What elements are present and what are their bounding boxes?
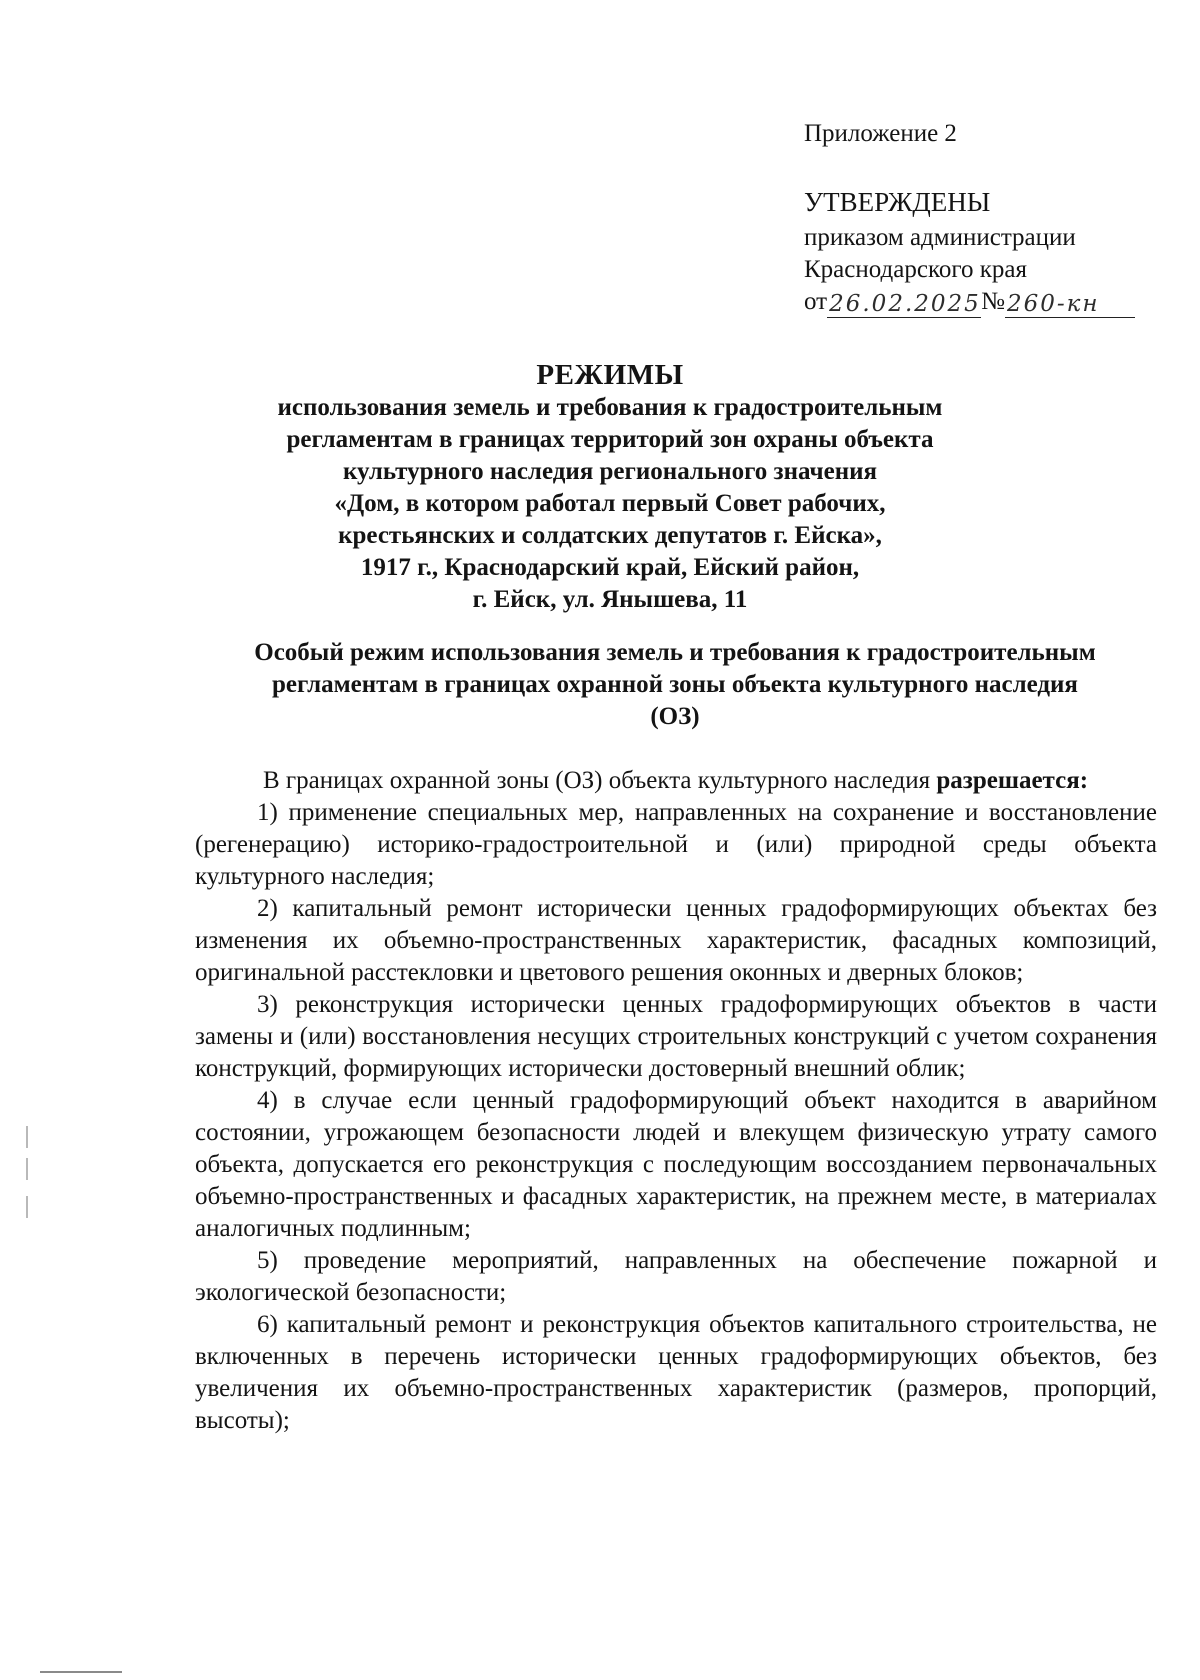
title-line-6: 1917 г., Краснодарский край, Ейский район, <box>360 554 860 581</box>
handwritten-order-number: 260-кн <box>1005 291 1135 318</box>
title-line-3: культурного наследия регионального значения <box>342 458 878 485</box>
scan-margin-mark-1 <box>26 1126 28 1148</box>
title-line-1: использования земель и требования к градостроительным <box>277 394 943 421</box>
list-item-1: 1) применение специальных мер, направленных на сохранение и восстановление (регенерацию) историко-градостроительной и (или) природной среды объекта культурного наследия; <box>195 799 1157 890</box>
title-line-4: «Дом, в котором работал первый Совет рабочих, <box>334 490 886 517</box>
list-item-6: 6) капитальный ремонт и реконструкция объектов капитального строительства, не включенных в перечень исторически ценных градоформирующих объектов, без увеличения их объемно-пространственных характеристик (размеров, пропорций, высоты); <box>195 1311 1157 1434</box>
handwritten-order-date: 26.02.2025 <box>829 291 981 317</box>
document-body <box>195 765 1157 1437</box>
approval-line-1: приказом администрации <box>804 224 1076 251</box>
intro-text: В границах охранной зоны (ОЗ) объекта культурного наследия <box>263 767 931 794</box>
approval-heading: УТВЕРЖДЕНЫ <box>804 187 991 217</box>
title-line-7: г. Ейск, ул. Янышева, 11 <box>472 586 748 613</box>
list-item-3: 3) реконструкция исторически ценных градоформирующих объектов в части замены и (или) восстановления несущих строительных конструкций с учетом сохранения конструкций, формирующих исторически достоверный внешний облик; <box>195 991 1157 1082</box>
appendix-text: Приложение 2 <box>804 120 957 147</box>
section-heading <box>190 637 1160 733</box>
document-title <box>190 358 1030 616</box>
title-line-5: крестьянских и солдатских депутатов г. Ейска», <box>338 522 882 549</box>
section-line-3: (ОЗ) <box>650 703 700 730</box>
list-item-4: 4) в случае если ценный градоформирующий объект находится в аварийном состоянии, угрожающем безопасности людей и влекущем физическую утрату самого объекта, допускается его реконструкция с последующим воссозданием первоначальных объемно-пространственных и фасадных характеристик, на прежнем месте, в материалах аналогичных подлинным; <box>195 1087 1157 1242</box>
list-item-5: 5) проведение мероприятий, направленных на обеспечение пожарной и экологической безопасности; <box>195 1247 1157 1306</box>
intro-paragraph <box>195 765 1157 797</box>
order-date-number <box>804 286 1135 318</box>
appendix-label <box>804 118 957 150</box>
scan-bottom-line <box>40 1671 122 1673</box>
scan-margin-mark-2 <box>26 1158 28 1180</box>
section-line-1: Особый режим использования земель и требования к градостроительным <box>254 639 1096 666</box>
intro-bold: разрешается: <box>936 767 1089 794</box>
order-from-prefix: от <box>804 288 828 315</box>
list-item-2: 2) капитальный ремонт исторически ценных градоформирующих объектах без изменения их объемно-пространственных характеристик, фасадных композиций, оригинальной расстекловки и цветового решения оконных и дверных блоков; <box>195 895 1157 986</box>
order-number-sign: № <box>981 288 1005 315</box>
approval-line-2: Краснодарского края <box>804 256 1027 283</box>
section-line-2: регламентам в границах охранной зоны объекта культурного наследия <box>272 671 1078 698</box>
approval-block <box>804 186 1135 318</box>
title-main: РЕЖИМЫ <box>536 359 684 391</box>
scan-margin-mark-3 <box>26 1196 28 1218</box>
title-line-2: регламентам в границах территорий зон охраны объекта <box>286 426 934 453</box>
